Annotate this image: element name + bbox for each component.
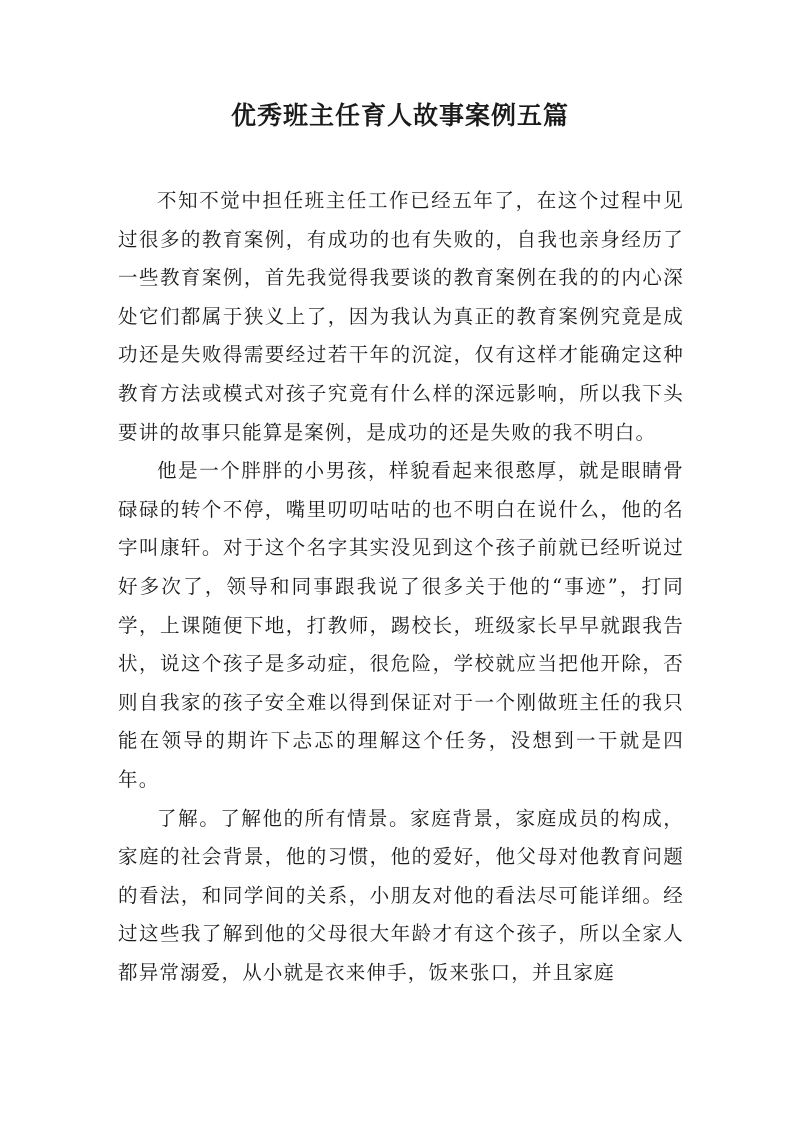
paragraph-1: 不知不觉中担任班主任工作已经五年了，在这个过程中见过很多的教育案例，有成功的也有失败的，自我也亲身经历了一些教育案例，首先我觉得我要谈的教育案例在我的的内心深处它们都属于狭义上了，因为我认为真正的教育案例究竟是成功还是失败得需要经过若干年的沉淀，仅有这样才能确定这种教育方法或模式对孩子究竟有什么样的深远影响，所以我下头要讲的故事只能算是案例，是成功的还是失败的我不明白。 (118, 189, 684, 444)
document-body (118, 182, 684, 992)
paragraph-3: 了解。了解他的所有情景。家庭背景，家庭成员的构成，家庭的社会背景，他的习惯，他的爱好，他父母对他教育问题的看法，和同学间的关系，小朋友对他的看法尽可能详细。经过这些我了解到他的父母很大年龄才有这个孩子，所以全家人都异常溺爱，从小就是衣来伸手，饭来张口，并且家庭 (118, 806, 684, 984)
paragraph-2: 他是一个胖胖的小男孩，样貌看起来很憨厚，就是眼睛骨碌碌的转个不停，嘴里叨叨咕咕的也不明白在说什么，他的名字叫康轩。对于这个名字其实没见到这个孩子前就已经听说过好多次了，领导和同事跟我说了很多关于他的“事迹”，打同学，上课随便下地，打教师，踢校长，班级家长早早就跟我告状，说这个孩子是多动症，很危险，学校就应当把他开除，否则自我家的孩子安全难以得到保证对于一个刚做班主任的我只能在领导的期许下忐忑的理解这个任务，没想到一干就是四年。 (118, 459, 684, 791)
document-title: 优秀班主任育人故事案例五篇 (230, 101, 569, 130)
